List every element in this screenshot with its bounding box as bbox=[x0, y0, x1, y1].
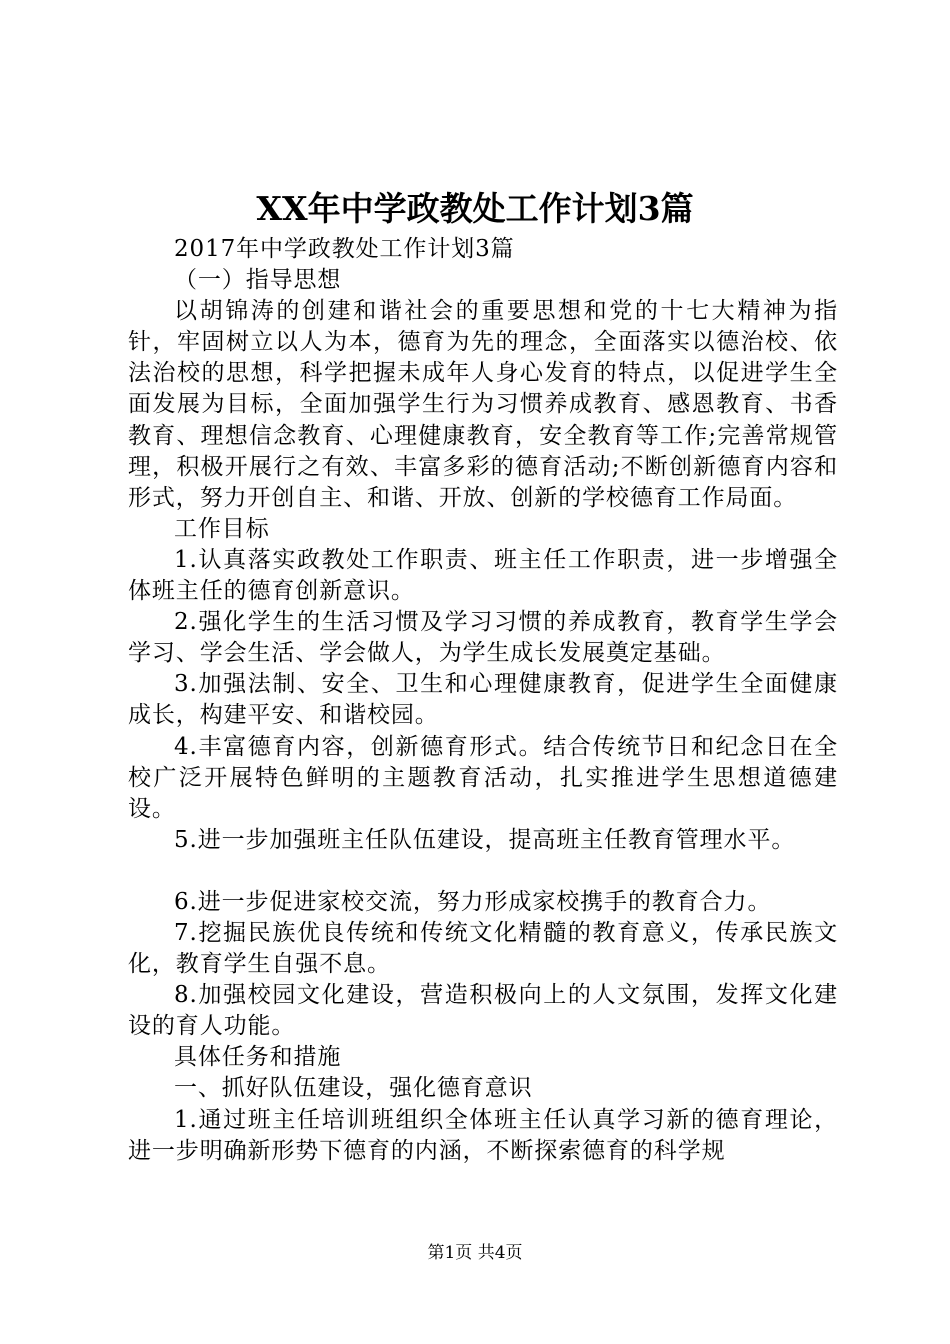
paragraph-heading-work-goals: 工作目标 bbox=[174, 515, 270, 542]
paragraph-goal-6: 6.进一步促进家校交流，努力形成家校携手的教育合力。 bbox=[174, 888, 772, 915]
page-footer: 第1页 共4页 bbox=[427, 1243, 523, 1263]
paragraph-goal-5: 5.进一步加强班主任队伍建设，提高班主任教育管理水平。 bbox=[174, 826, 796, 853]
document-title: XX年中学政教处工作计划3篇 bbox=[256, 189, 694, 228]
paragraph-heading-guiding-ideology: （一）指导思想 bbox=[174, 267, 342, 294]
paragraph-task-1: 1.通过班主任培训班组织全体班主任认真学习新的德育理论，进一步明确新形势下德育的内涵，不断探索德育的科学规 bbox=[128, 1106, 838, 1164]
paragraph-goal-2: 2.强化学生的生活习惯及学习习惯的养成教育，教育学生学会学习、学会生活、学会做人，为学生成长发展奠定基础。 bbox=[128, 609, 838, 667]
paragraph-goal-3: 3.加强法制、安全、卫生和心理健康教育，促进学生全面健康成长，构建平安、和谐校园。 bbox=[128, 671, 838, 729]
paragraph-subtitle: 2017年中学政教处工作计划3篇 bbox=[174, 236, 515, 262]
paragraph-section-one: 一、抓好队伍建设，强化德育意识 bbox=[174, 1075, 533, 1102]
document-body bbox=[128, 234, 838, 1167]
paragraph-heading-tasks: 具体任务和措施 bbox=[174, 1044, 342, 1071]
paragraph-goal-1: 1.认真落实政教处工作职责、班主任工作职责，进一步增强全体班主任的德育创新意识。 bbox=[128, 546, 838, 605]
paragraph-goal-4: 4.丰富德育内容，创新德育形式。结合传统节日和纪念日在全校广泛开展特色鲜明的主题教育活动，扎实推进学生思想道德建设。 bbox=[128, 733, 838, 822]
paragraph-guiding-ideology: 以胡锦涛的创建和谐社会的重要思想和党的十七大精神为指针，牢固树立以人为本，德育为先的理念，全面落实以德治校、依法治校的思想，科学把握未成年人身心发育的特点，以促进学生全面发展为目标，全面加强学生行为习惯养成教育、感恩教育、书香教育、理想信念教育、心理健康教育，安全教育等工作;完善常规管理，积极开展行之有效、丰富多彩的德育活动;不断创新德育内容和形式，努力开创自主、和谐、开放、创新的学校德育工作局面。 bbox=[128, 298, 838, 511]
paragraph-goal-7: 7.挖掘民族优良传统和传统文化精髓的教育意义，传承民族文化，教育学生自强不息。 bbox=[128, 919, 838, 978]
paragraph-goal-8: 8.加强校园文化建设，营造积极向上的人文氛围，发挥文化建设的育人功能。 bbox=[128, 982, 838, 1040]
